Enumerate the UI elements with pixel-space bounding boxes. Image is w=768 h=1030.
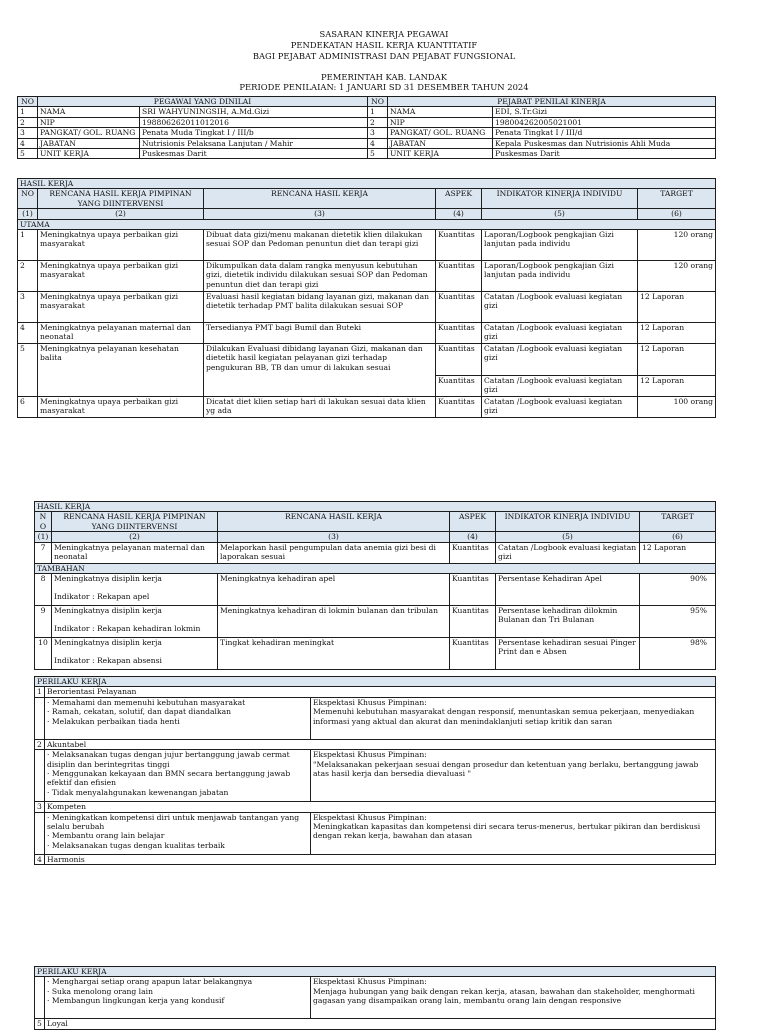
row-aspek: Kuantitas: [436, 230, 482, 261]
row-aspek: Kuantitas: [436, 344, 482, 376]
pegawai-row: [18, 138, 716, 148]
ekspektasi-label: Ekspektasi Khusus Pimpinan:: [313, 750, 427, 760]
row-rencana: Dicatat diet klien setiap hari di lakukan sesuai data klien yg ada: [204, 397, 436, 418]
col-indikator: INDIKATOR KINERJA INDIVIDU: [482, 189, 638, 209]
row-target: 98%: [640, 638, 716, 670]
row-pimpinan: Meningkatnya upaya perbaikan gizi masyarakat: [38, 230, 204, 261]
row-target: 12 Laporan: [638, 323, 716, 344]
col-index: (5): [496, 532, 640, 542]
row-target: 120 orang: [638, 261, 716, 292]
pimpinan-text: Meningkatnya disiplin kerja: [54, 574, 162, 584]
perilaku-item: · Membantu orang lain belajar: [47, 831, 165, 841]
ekspektasi-label: Ekspektasi Khusus Pimpinan:: [313, 977, 427, 987]
row-label: NIP: [38, 117, 140, 127]
row-indikator: Persentase kehadiran dilokmin Bulanan dan Tri Bulanan: [496, 606, 640, 638]
perilaku-items: [45, 750, 311, 802]
row-no: 5: [18, 149, 38, 159]
row-indikator: Persentase kehadiran sesuai Pinger Print dan e Absen: [496, 638, 640, 670]
row-target: 12 Laporan: [638, 376, 716, 397]
doc-title: SASARAN KINERJA PEGAWAI: [319, 29, 449, 39]
doc-subtitle: PENDEKATAN HASIL KERJA KUANTITATIF: [290, 40, 478, 50]
table-row: [18, 230, 716, 261]
row-no: 7: [35, 542, 52, 563]
row-value: SRI WAHYUNINGSIH, A.Md.Gizi: [140, 107, 368, 117]
table-row: [35, 606, 716, 638]
row-indikator: Catatan /Logbook evaluasi kegiatan gizi: [482, 397, 638, 418]
hk-index-row: [18, 209, 716, 219]
row-value: EDI, S.Tr.Gizi: [493, 107, 716, 117]
table-row: [18, 344, 716, 376]
indikator-text: Indikator : Rekapan absensi: [54, 656, 162, 666]
row-pimpinan: Meningkatnya pelayanan kesehatan balita: [38, 344, 204, 397]
hk-index-row: [35, 532, 716, 542]
pegawai-dinilai-header: PEGAWAI YANG DINILAI: [38, 97, 368, 107]
row-pimpinan: Meningkatnya upaya perbaikan gizi masyarakat: [38, 292, 204, 323]
row-aspek: Kuantitas: [450, 574, 496, 606]
col-index: (2): [38, 209, 204, 219]
ekspektasi-text: Meningkatkan kapasitas dan kompetensi diri secara terus-menerus, bertukar pikiran dan berdiskusi dengan rekan kerja, bawahan dan atasan: [313, 822, 701, 841]
perilaku-item: · Melakukan perbaikan tiada henti: [47, 716, 180, 726]
row-no: 1: [18, 107, 38, 117]
perilaku-item: · Suka menolong orang lain: [47, 986, 153, 996]
col-indikator: INDIKATOR KINERJA INDIVIDU: [496, 512, 640, 532]
row-no: 1: [18, 230, 38, 261]
row-indikator: Catatan /Logbook evaluasi kegiatan gizi: [482, 376, 638, 397]
perilaku-item: · Ramah, cekatan, solutif, dan dapat diandalkan: [47, 707, 231, 717]
ekspektasi-cell: [311, 977, 716, 1019]
section-perilaku-kerja: PERILAKU KERJA: [35, 967, 716, 977]
col-aspek: ASPEK: [436, 189, 482, 209]
col-aspek: ASPEK: [450, 512, 496, 532]
col-index: (6): [638, 209, 716, 219]
col-index: (1): [18, 209, 38, 219]
col-index: (6): [640, 532, 716, 542]
perilaku-detail-row: [35, 977, 716, 1019]
row-label: JABATAN: [388, 138, 493, 148]
row-pimpinan: Meningkatnya pelayanan maternal dan neonatal: [38, 323, 204, 344]
pegawai-row: [18, 107, 716, 117]
perilaku-title-row: [35, 1019, 716, 1029]
row-no: 6: [18, 397, 38, 418]
section-hasil-kerja: HASIL KERJA: [18, 179, 716, 189]
doc-institution: PEMERINTAH KAB. LANDAK: [321, 72, 447, 82]
pegawai-row: [18, 149, 716, 159]
perilaku-item: · Menggunakan kekayaan dan BMN secara bertanggung jawab efektif dan efisien: [47, 769, 291, 788]
row-target: 100 orang: [638, 397, 716, 418]
perilaku-detail-row: [35, 697, 716, 739]
row-indikator: Catatan /Logbook evaluasi kegiatan gizi: [482, 323, 638, 344]
col-target: TARGET: [638, 189, 716, 209]
row-aspek: Kuantitas: [436, 397, 482, 418]
row-value: 198806262011012016: [140, 117, 368, 127]
row-label: UNIT KERJA: [38, 149, 140, 159]
row-target: 120 orang: [638, 230, 716, 261]
row-no: 3: [18, 128, 38, 138]
row-pimpinan: Meningkatnya upaya perbaikan gizi masyarakat: [38, 261, 204, 292]
row-aspek: Kuantitas: [436, 376, 482, 397]
row-no: 2: [18, 261, 38, 292]
perilaku-item: · Memahami dan memenuhi kebutuhan masyarakat: [47, 697, 246, 707]
row-target: 95%: [640, 606, 716, 638]
row-rencana: Dikumpulkan data dalam rangka menyusun kebutuhan gizi, dietetik individu dilakukan sesuai SOP dan Pedoman penuntun diet dan terapi gizi: [204, 261, 436, 292]
row-value: Puskesmas Darit: [140, 149, 368, 159]
col-no: NO: [18, 97, 38, 107]
indikator-text: Indikator : Rekapan apel: [54, 592, 150, 602]
section-perilaku-kerja: PERILAKU KERJA: [35, 677, 716, 687]
col-index: (3): [204, 209, 436, 219]
indikator-text: Indikator : Rekapan kehadiran lokmin: [54, 624, 201, 634]
row-no: 3: [368, 128, 388, 138]
row-value: 198004262005021001: [493, 117, 716, 127]
row-no: 1: [35, 687, 45, 697]
row-no: 2: [368, 117, 388, 127]
perilaku-item: · Tidak menyalahgunakan kewenangan jabatan: [47, 787, 229, 797]
ekspektasi-text: Memenuhi kebutuhan masyarakat dengan responsif, menuntaskan semua pekerjaan, menyediakan informasi yang aktual dan akurat dan menindaklanjuti setiap kritik dan saran: [313, 707, 695, 726]
hk-header-row: [18, 189, 716, 209]
skp-table-page1: [17, 96, 716, 159]
perilaku-item: · Menghargai setiap orang apapun latar belakangnya: [47, 977, 253, 987]
row-rencana: Dibuat data gizi/menu makanan dietetik klien dilakukan sesuai SOP dan Pedoman penuntun diet dan terapi gizi: [204, 230, 436, 261]
col-rencana-pimpinan: RENCANA HASIL KERJA PIMPINAN YANG DIINTERVENSI: [52, 512, 218, 532]
section-hasil-kerja: HASIL KERJA: [35, 502, 716, 512]
row-no: 4: [18, 323, 38, 344]
row-pimpinan: Meningkatnya upaya perbaikan gizi masyarakat: [38, 397, 204, 418]
perilaku-detail-row: [35, 750, 716, 802]
row-rencana: Tersedianya PMT bagi Bumil dan Buteki: [204, 323, 436, 344]
table-row: [18, 261, 716, 292]
col-no: NO: [35, 512, 52, 532]
row-indikator: Catatan /Logbook evaluasi kegiatan gizi: [482, 292, 638, 323]
table-row: [35, 638, 716, 670]
row-aspek: Kuantitas: [436, 323, 482, 344]
row-no: 4: [18, 138, 38, 148]
table-row: [18, 397, 716, 418]
perilaku-title-row: [35, 802, 716, 812]
row-rencana: Meningkatnya kehadiran apel: [218, 574, 450, 606]
row-no: 8: [35, 574, 52, 606]
perilaku-title-row: [35, 854, 716, 864]
perilaku-item: · Membangun lingkungan kerja yang kondusif: [47, 996, 225, 1006]
section-utama: UTAMA: [18, 219, 716, 229]
row-label: PANGKAT/ GOL. RUANG: [38, 128, 140, 138]
row-indikator: Laporan/Logbook pengkajian Gizi lanjutan pada individu: [482, 230, 638, 261]
row-label: PANGKAT/ GOL. RUANG: [388, 128, 493, 138]
hasil-kerja-table-page2: [34, 501, 716, 670]
col-rencana: RENCANA HASIL KERJA: [204, 189, 436, 209]
row-value: Kepala Puskesmas dan Nutrisionis Ahli Muda: [493, 138, 716, 148]
col-rencana-pimpinan: RENCANA HASIL KERJA PIMPINAN YANG DIINTERVENSI: [38, 189, 204, 209]
row-pimpinan: Meningkatnya pelayanan maternal dan neonatal: [52, 542, 218, 563]
row-target: 12 Laporan: [640, 542, 716, 563]
row-target: 90%: [640, 574, 716, 606]
perilaku-kerja-table-page3: [34, 966, 716, 1030]
table-row: [35, 542, 716, 563]
perilaku-items: [45, 977, 311, 1019]
perilaku-title-row: [35, 687, 716, 697]
ekspektasi-cell: [311, 750, 716, 802]
row-value: Puskesmas Darit: [493, 149, 716, 159]
row-aspek: Kuantitas: [436, 292, 482, 323]
col-index: (1): [35, 532, 52, 542]
doc-subtitle-2: BAGI PEJABAT ADMINISTRASI DAN PEJABAT FUNGSIONAL: [252, 51, 516, 61]
col-index: (5): [482, 209, 638, 219]
row-label: UNIT KERJA: [388, 149, 493, 159]
col-index: (4): [450, 532, 496, 542]
row-indikator: Persentase Kehadiran Apel: [496, 574, 640, 606]
row-no: 5: [18, 344, 38, 397]
doc-period: PERIODE PENILAIAN: 1 JANUARI SD 31 DESEMBER TAHUN 2024: [239, 82, 529, 92]
col-rencana: RENCANA HASIL KERJA: [218, 512, 450, 532]
row-aspek: Kuantitas: [450, 542, 496, 563]
row-rencana: Dilakukan Evaluasi dibidang layanan Gizi, makanan dan dietetik hasil kegiatan pelayanan gizi terhadap pengukuran BB, TB dan umur di lakukan sesuai: [204, 344, 436, 397]
row-value: Nutrisionis Pelaksana Lanjutan / Mahir: [140, 138, 368, 148]
row-no: 4: [368, 138, 388, 148]
ekspektasi-text: Menjaga hubungan yang baik dengan rekan kerja, atasan, bawahan dan stakeholder, menghormati gagasan yang disampaikan orang lain, membantu orang lain dengan responsive: [313, 986, 695, 1006]
row-label: NAMA: [388, 107, 493, 117]
row-aspek: Kuantitas: [450, 606, 496, 638]
pegawai-row: [18, 117, 716, 127]
ekspektasi-cell: [311, 812, 716, 854]
row-aspek: Kuantitas: [436, 261, 482, 292]
row-pimpinan: [52, 638, 218, 670]
perilaku-items: [45, 812, 311, 854]
row-no: 2: [35, 739, 45, 749]
perilaku-title: Loyal: [45, 1019, 716, 1029]
col-index: (4): [436, 209, 482, 219]
row-value: Penata Muda Tingkat I / III/b: [140, 128, 368, 138]
perilaku-detail-row: [35, 812, 716, 854]
ekspektasi-label: Ekspektasi Khusus Pimpinan:: [313, 812, 427, 822]
perilaku-title-row: [35, 739, 716, 749]
row-indikator: Laporan/Logbook pengkajian Gizi lanjutan pada individu: [482, 261, 638, 292]
perilaku-title: Kompeten: [45, 802, 716, 812]
row-rencana: Melaporkan hasil pengumpulan data anemia gizi besi di laporakan sesuai: [218, 542, 450, 563]
row-label: NIP: [388, 117, 493, 127]
perilaku-kerja-table-page2: [34, 676, 716, 865]
row-no: 9: [35, 606, 52, 638]
section-tambahan: TAMBAHAN: [35, 563, 716, 573]
row-pimpinan: [52, 574, 218, 606]
table-row: [35, 574, 716, 606]
hk-header-row: [35, 512, 716, 532]
col-no: NO: [18, 189, 38, 209]
row-indikator: Catatan /Logbook evaluasi kegiatan gizi: [482, 344, 638, 376]
row-label: NAMA: [38, 107, 140, 117]
perilaku-item: · Melaksanakan tugas dengan jujur bertanggung jawab cermat disiplin dan berintegritas tinggi: [47, 750, 290, 769]
row-no: 10: [35, 638, 52, 670]
row-no: 3: [35, 802, 45, 812]
col-no-2: NO: [368, 97, 388, 107]
table-row: [18, 323, 716, 344]
pimpinan-text: Meningkatnya disiplin kerja: [54, 606, 162, 616]
row-aspek: Kuantitas: [450, 638, 496, 670]
pejabat-penilai-header: PEJABAT PENILAI KINERJA: [388, 97, 716, 107]
ekspektasi-cell: [311, 697, 716, 739]
row-no: 1: [368, 107, 388, 117]
pegawai-row: [18, 128, 716, 138]
row-pimpinan: [52, 606, 218, 638]
row-value: Penata Tingkat I / III/d: [493, 128, 716, 138]
row-no: 4: [35, 854, 45, 864]
row-target: 12 Laporan: [638, 344, 716, 376]
ekspektasi-label: Ekspektasi Khusus Pimpinan:: [313, 697, 427, 707]
perilaku-title: Harmonis: [45, 854, 716, 864]
col-target: TARGET: [640, 512, 716, 532]
row-rencana: Evaluasi hasil kegiatan bidang layanan gizi, makanan dan dietetik terhadap PMT balita dilakukan sesuai SOP: [204, 292, 436, 323]
table-row: [18, 292, 716, 323]
perilaku-title: Akuntabel: [45, 739, 716, 749]
row-no: 5: [368, 149, 388, 159]
col-index: (2): [52, 532, 218, 542]
row-rencana: Meningkatnya kehadiran di lokmin bulanan dan tribulan: [218, 606, 450, 638]
row-indikator: Catatan /Logbook evaluasi kegiatan gizi: [496, 542, 640, 563]
col-index: (3): [218, 532, 450, 542]
pegawai-header-row: [18, 97, 716, 107]
hasil-kerja-table-page1: [17, 178, 716, 418]
row-label: JABATAN: [38, 138, 140, 148]
row-no: 5: [35, 1019, 45, 1029]
row-target: 12 Laporan: [638, 292, 716, 323]
perilaku-item: · Meningkatkan kompetensi diri untuk menjawab tantangan yang selalu berubah: [47, 812, 300, 832]
row-rencana: Tingkat kehadiran meningkat: [218, 638, 450, 670]
row-no: 3: [18, 292, 38, 323]
perilaku-items: [45, 697, 311, 739]
perilaku-item: · Melaksanakan tugas dengan kualitas terbaik: [47, 840, 225, 850]
row-no: 2: [18, 117, 38, 127]
ekspektasi-text: "Melaksanakan pekerjaan sesuai dengan prosedur dan ketentuan yang berlaku, bertanggung jawab atas hasil kerja dan bersedia dievaluasi ": [313, 759, 699, 779]
pimpinan-text: Meningkatnya disiplin kerja: [54, 638, 162, 648]
perilaku-title: Berorientasi Pelayanan: [45, 687, 716, 697]
